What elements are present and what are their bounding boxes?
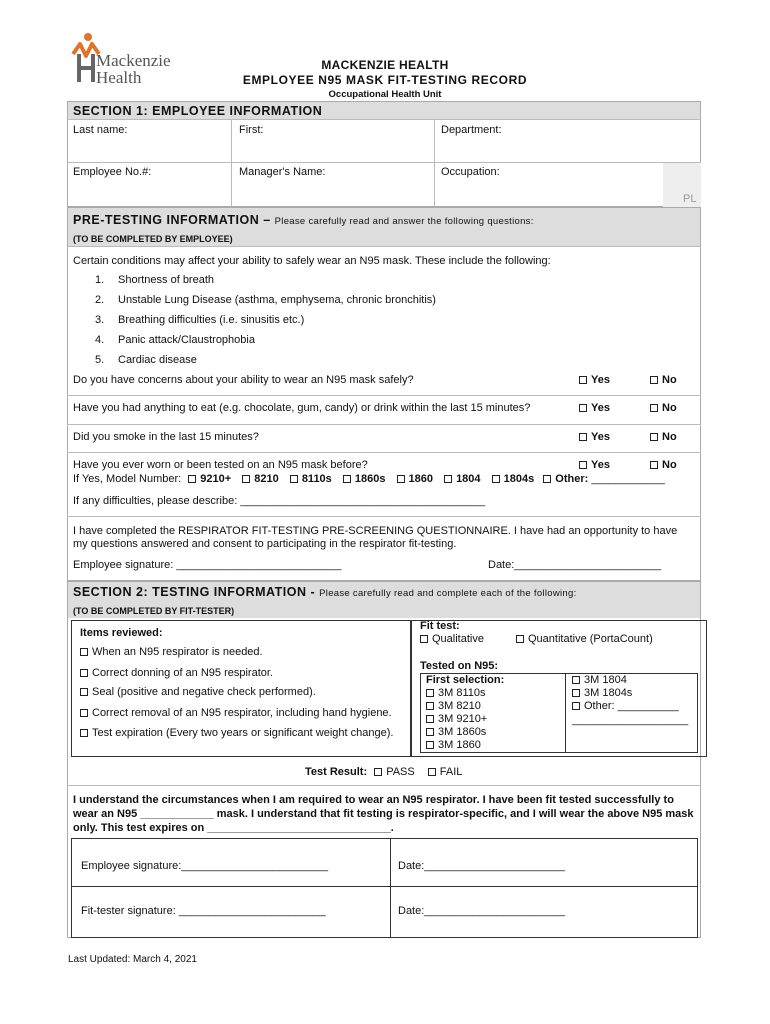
checkbox-icon[interactable] xyxy=(242,475,250,483)
checkbox-icon[interactable] xyxy=(492,475,500,483)
yes-label: Yes xyxy=(591,402,610,414)
consent-statement: I have completed the RESPIRATOR FIT-TESTING PRE-SCREENING QUESTIONNAIRE. I have had an opportunity to have my questions answered and consent to participating in the respirator fit-testing. xyxy=(73,525,678,550)
model-label: 3M 8210 xyxy=(438,700,481,712)
checkbox-icon[interactable] xyxy=(650,376,658,384)
checkbox-icon[interactable] xyxy=(426,689,434,697)
model-option[interactable] xyxy=(290,473,332,485)
item-label: Correct removal of an N95 respirator, including hand hygiene. xyxy=(92,707,392,719)
q3-no-option[interactable] xyxy=(650,431,677,443)
checkbox-icon[interactable] xyxy=(80,709,88,717)
employee-signature-field[interactable]: Employee signature: ___________________________ xyxy=(73,559,342,571)
section2-title xyxy=(73,585,577,599)
unit-name: Occupational Health Unit xyxy=(328,89,442,100)
model-option[interactable] xyxy=(397,473,433,485)
employee-date-field[interactable]: Date:_______________________ xyxy=(398,860,565,872)
pretest-title xyxy=(73,213,534,227)
first-name-field[interactable]: First: xyxy=(239,124,264,136)
fail-label: FAIL xyxy=(439,766,463,778)
model-label: 1804 xyxy=(456,473,481,485)
q4-no-option[interactable] xyxy=(650,459,677,471)
fail-option[interactable] xyxy=(428,766,463,778)
model-label: 1860s xyxy=(354,473,386,485)
logo-text-line1: Mackenzie xyxy=(96,51,171,70)
no-label: No xyxy=(662,402,677,414)
item-label: Test expiration (Every two years or significant weight change). xyxy=(92,727,394,739)
checkbox-icon[interactable] xyxy=(579,433,587,441)
item-checkbox[interactable] xyxy=(80,667,273,679)
section2-note: (TO BE COMPLETED BY FIT-TESTER) xyxy=(73,606,235,616)
checkbox-icon[interactable] xyxy=(572,676,580,684)
question-worn-before: Have you ever worn or been tested on an N95 mask before? xyxy=(73,459,368,471)
pretest-note: (TO BE COMPLETED BY EMPLOYEE) xyxy=(73,234,233,244)
condition-num: 4. xyxy=(95,334,105,346)
logo-text-line2: Health xyxy=(96,68,142,87)
model-label: 3M 1804s xyxy=(584,687,633,699)
first-selection-label: First selection: xyxy=(426,674,505,686)
q1-no-option[interactable] xyxy=(650,374,677,386)
question-concerns: Do you have concerns about your ability to wear an N95 mask safely? xyxy=(73,374,414,386)
pretest-subtitle: Please carefully read and answer the following questions: xyxy=(274,216,534,227)
condition-text: Breathing difficulties (i.e. sinusitis etc.) xyxy=(118,314,305,326)
checkbox-icon[interactable] xyxy=(397,475,405,483)
q2-no-option[interactable] xyxy=(650,402,677,414)
item-label: Correct donning of an N95 respirator. xyxy=(92,667,273,679)
checkbox-icon[interactable] xyxy=(420,635,428,643)
tested-on-label: Tested on N95: xyxy=(420,660,499,672)
pass-option[interactable] xyxy=(374,766,415,778)
section2-title-text: SECTION 2: TESTING INFORMATION - xyxy=(73,585,316,599)
model-label: 3M 9210+ xyxy=(438,713,488,725)
checkbox-icon[interactable] xyxy=(426,715,434,723)
no-label: No xyxy=(662,374,677,386)
model-label: 3M 1804 xyxy=(584,674,627,686)
checkbox-icon[interactable] xyxy=(290,475,298,483)
checkbox-icon[interactable] xyxy=(579,461,587,469)
n95-model-option[interactable] xyxy=(426,687,486,699)
checkbox-icon[interactable] xyxy=(516,635,524,643)
last-name-field[interactable]: Last name: xyxy=(73,124,128,136)
model-label: 1804s xyxy=(503,473,535,485)
section2-subtitle: Please carefully read and complete each of the following: xyxy=(319,588,577,599)
qualitative-label: Qualitative xyxy=(432,633,484,645)
n95-model-option[interactable] xyxy=(572,687,632,699)
question-eat-drink: Have you had anything to eat (e.g. chocolate, gum, candy) or drink within the last 15 minutes? xyxy=(73,402,531,414)
checkbox-icon[interactable] xyxy=(579,404,587,412)
model-number-row xyxy=(73,473,665,485)
qualitative-option[interactable] xyxy=(420,633,484,645)
n95-model-option[interactable] xyxy=(426,739,481,751)
q1-yes-option[interactable] xyxy=(579,374,610,386)
condition-num: 3. xyxy=(95,314,105,326)
no-label: No xyxy=(662,431,677,443)
item-label: When an N95 respirator is needed. xyxy=(92,646,263,658)
manager-name-field[interactable]: Manager's Name: xyxy=(239,166,326,178)
yes-label: Yes xyxy=(591,431,610,443)
last-updated: Last Updated: March 4, 2021 xyxy=(68,954,197,965)
pretest-date-field[interactable]: Date:________________________ xyxy=(488,559,662,571)
item-checkbox[interactable] xyxy=(80,707,392,719)
checkbox-icon[interactable] xyxy=(188,475,196,483)
question-smoke: Did you smoke in the last 15 minutes? xyxy=(73,431,259,443)
checkbox-icon[interactable] xyxy=(572,702,580,710)
model-label: 3M 1860 xyxy=(438,739,481,751)
fit-tester-date-field[interactable]: Date:_______________________ xyxy=(398,905,565,917)
department-field[interactable]: Department: xyxy=(441,124,502,136)
condition-text: Shortness of breath xyxy=(118,274,215,286)
model-option[interactable] xyxy=(188,473,231,485)
pretest-title-text: PRE-TESTING INFORMATION – xyxy=(73,213,271,227)
checkbox-icon[interactable] xyxy=(426,741,434,749)
section1-title: SECTION 1: EMPLOYEE INFORMATION xyxy=(73,104,323,118)
test-result-label: Test Result: xyxy=(305,766,368,778)
fit-tester-signature-field[interactable]: Fit-tester signature: ________________________ xyxy=(81,905,326,917)
checkbox-icon[interactable] xyxy=(650,461,658,469)
other-label: Other: xyxy=(555,473,589,485)
model-option[interactable] xyxy=(343,473,386,485)
org-name: MACKENZIE HEALTH xyxy=(321,58,449,72)
form-title: EMPLOYEE N95 MASK FIT-TESTING RECORD xyxy=(242,73,528,87)
checkbox-icon[interactable] xyxy=(426,702,434,710)
checkbox-icon[interactable] xyxy=(428,768,436,776)
employee-signature-field[interactable]: Employee signature:________________________ xyxy=(81,860,329,872)
no-label: No xyxy=(662,459,677,471)
difficulties-field[interactable]: If any difficulties, please describe: ________________________________________ xyxy=(73,495,486,507)
condition-text: Cardiac disease xyxy=(118,354,197,366)
checkbox-icon[interactable] xyxy=(80,648,88,656)
understanding-statement: I understand the circumstances when I am required to wear an N95 respirator. I have been fit tested successfully to wear an N95 ____________ mask. I understand that fit testing is respirator-specific, and I will wear the above N95 mask only. This test expires on ______________________________. xyxy=(73,794,694,834)
checkbox-icon[interactable] xyxy=(80,729,88,737)
model-label: 9210+ xyxy=(200,473,232,485)
checkbox-icon[interactable] xyxy=(374,768,382,776)
model-label: 8110s xyxy=(301,473,332,485)
signature-table xyxy=(71,838,698,938)
quantitative-label: Quantitative (PortaCount) xyxy=(528,633,653,645)
pl-label: PL xyxy=(683,193,697,205)
n95-model-option[interactable] xyxy=(572,674,627,686)
fit-test-label: Fit test: xyxy=(420,620,460,632)
checkbox-icon[interactable] xyxy=(650,404,658,412)
model-label: Other: __________ xyxy=(584,700,679,712)
checkbox-icon[interactable] xyxy=(579,376,587,384)
item-checkbox[interactable] xyxy=(80,646,263,658)
n95-model-option[interactable] xyxy=(426,713,487,725)
checkbox-icon[interactable] xyxy=(572,689,580,697)
item-label: Seal (positive and negative check performed). xyxy=(92,686,316,698)
test-result-row xyxy=(305,766,462,778)
checkbox-icon[interactable] xyxy=(543,475,551,483)
model-label: 3M 1860s xyxy=(438,726,487,738)
yes-label: Yes xyxy=(591,374,610,386)
condition-num: 2. xyxy=(95,294,105,306)
yes-label: Yes xyxy=(591,459,610,471)
model-option[interactable] xyxy=(492,473,535,485)
n95-model-option[interactable] xyxy=(426,726,486,738)
model-number-label: If Yes, Model Number: xyxy=(73,473,182,485)
employee-no-field[interactable]: Employee No.#: xyxy=(73,166,152,178)
condition-num: 1. xyxy=(95,274,105,286)
checkbox-icon[interactable] xyxy=(80,688,88,696)
other-model-line[interactable]: ___________________ xyxy=(572,714,689,726)
checkbox-icon[interactable] xyxy=(80,669,88,677)
occupation-field[interactable]: Occupation: xyxy=(441,166,500,178)
other-model-input[interactable]: ____________ xyxy=(591,473,665,485)
q4-yes-option[interactable] xyxy=(579,459,610,471)
model-label: 3M 8110s xyxy=(438,687,486,699)
checkbox-icon[interactable] xyxy=(444,475,452,483)
model-option[interactable] xyxy=(444,473,480,485)
q3-yes-option[interactable] xyxy=(579,431,610,443)
model-label: 8210 xyxy=(254,473,279,485)
q2-yes-option[interactable] xyxy=(579,402,610,414)
condition-text: Unstable Lung Disease (asthma, emphysema, chronic bronchitis) xyxy=(118,294,436,306)
model-other-option[interactable] xyxy=(543,473,588,485)
model-option[interactable] xyxy=(242,473,278,485)
n95-other-option[interactable] xyxy=(572,700,679,712)
model-label: 1860 xyxy=(408,473,433,485)
checkbox-icon[interactable] xyxy=(343,475,351,483)
condition-text: Panic attack/Claustrophobia xyxy=(118,334,255,346)
pretest-intro: Certain conditions may affect your ability to safely wear an N95 mask. These include the following: xyxy=(73,255,551,267)
checkbox-icon[interactable] xyxy=(426,728,434,736)
items-reviewed-title: Items reviewed: xyxy=(80,627,163,639)
pass-label: PASS xyxy=(386,766,415,778)
checkbox-icon[interactable] xyxy=(650,433,658,441)
quantitative-option[interactable] xyxy=(516,633,653,645)
item-checkbox[interactable] xyxy=(80,686,316,698)
item-checkbox[interactable] xyxy=(80,727,393,739)
condition-num: 5. xyxy=(95,354,105,366)
n95-model-option[interactable] xyxy=(426,700,481,712)
